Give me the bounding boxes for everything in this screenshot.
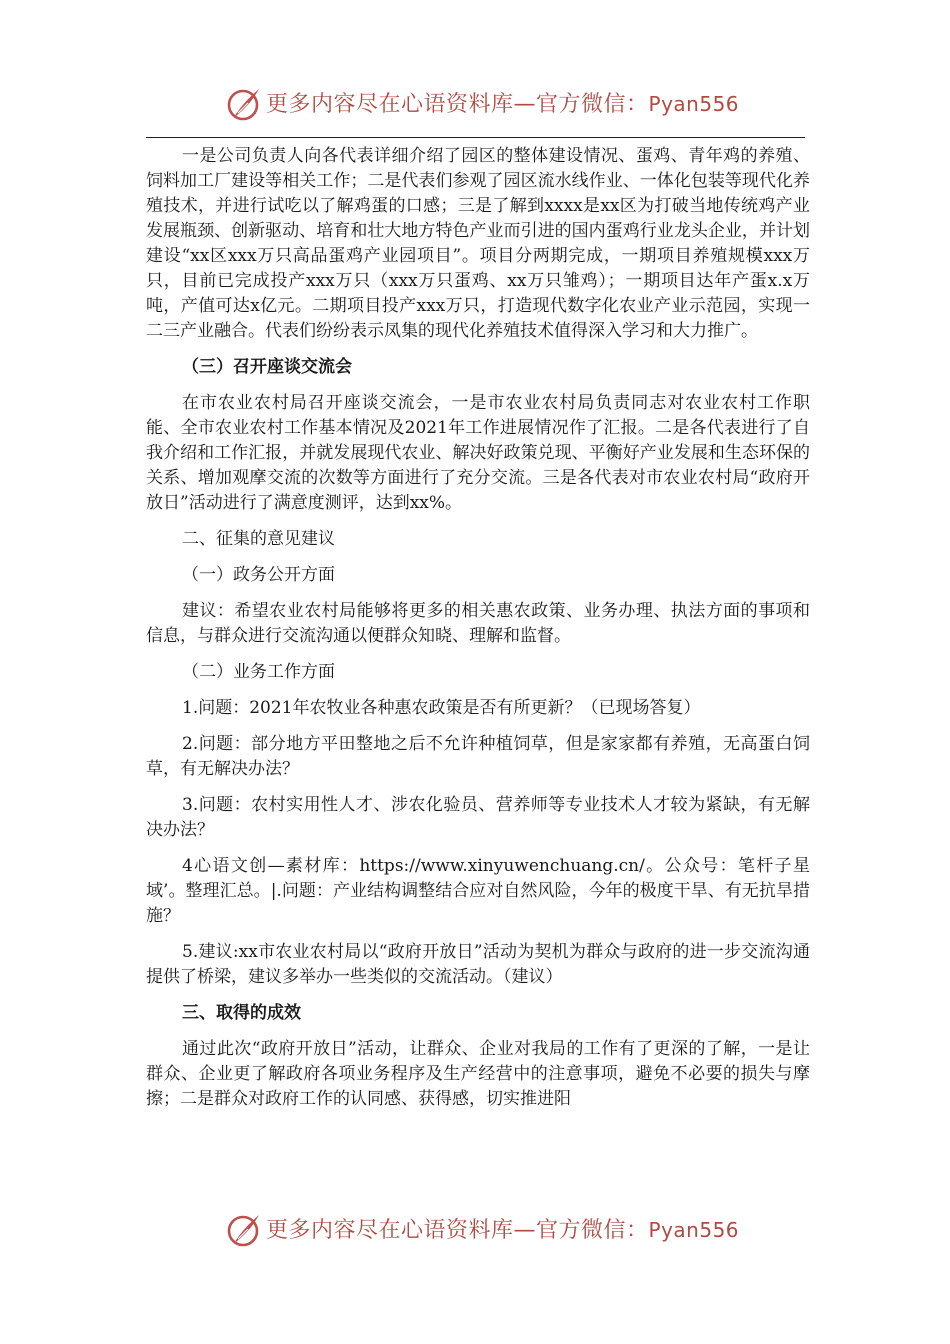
suggestion-5: 5.建议:xx市农业农村局以“政府开放日”活动为契机为群众与政府的进一步交流沟通提供了桥梁，建议多举办一些类似的交流活动。（建议） bbox=[146, 942, 810, 987]
banner-slogan: 更多内容尽在心语资料库—官方微信： bbox=[266, 92, 649, 117]
banner-text bbox=[266, 88, 739, 121]
paragraph-company-intro: 一是公司负责人向各代表详细介绍了园区的整体建设情况、蛋鸡、青年鸡的养殖、饲料加工厂建设等相关工作；二是代表们参观了园区流水线作业、一体化包装等现代化养殖技术，并进行试吃以了解鸡蛋的口感；三是了解到xxxx是xx区为打破当地传统鸡产业发展瓶颈、创新驱动、培育和壮大地方特色产业而引进的国内蛋鸡行业龙头企业，并计划建设“xx区xxx万只高品蛋鸡产业园项目”。项目分两期完成，一期项目养殖规模xxx万只，目前已完成投产xxx万只（xxx万只蛋鸡、xx万只雏鸡）；一期项目达年产蛋x.x万吨，产值可达x亿元。二期项目投产xxx万只，打造现代数字化农业产业示范园，实现一二三产业融合。代表们纷纷表示凤集的现代化养殖技术值得深入学习和大力推广。 bbox=[146, 146, 810, 341]
document-body bbox=[146, 144, 810, 1123]
section-heading-suggestions: 二、征集的意见建议 bbox=[182, 529, 335, 549]
question-2: 2.问题：部分地方平田整地之后不允许种植饲草，但是家家都有养殖，无高蛋白饲草，有无解决办法？ bbox=[146, 734, 810, 779]
section-heading-results: 三、取得的成效 bbox=[182, 1003, 301, 1023]
question-3: 3.问题：农村实用性人才、涉农化验员、营养师等专业技术人才较为紧缺，有无解决办法？ bbox=[146, 795, 810, 840]
subheading-business-work: （二）业务工作方面 bbox=[182, 662, 335, 682]
question-1: 1.问题：2021年农牧业各种惠农政策是否有所更新？（已现场答复） bbox=[182, 698, 701, 718]
banner-text bbox=[266, 1214, 739, 1247]
section-heading-forum: （三）召开座谈交流会 bbox=[182, 357, 352, 377]
footer-banner bbox=[0, 1210, 950, 1250]
banner-wechat-id: Pyan556 bbox=[648, 1218, 740, 1242]
paragraph-results: 通过此次“政府开放日”活动，让群众、企业对我局的工作有了更深的了解，一是让群众、企业更了解政府各项业务程序及生产经营中的注意事项，避免不必要的损失与摩擦；二是群众对政府工作的认同感、获得感，切实推进阳 bbox=[146, 1039, 810, 1109]
quill-logo-icon bbox=[226, 1212, 262, 1248]
header-divider bbox=[146, 137, 805, 138]
banner-wechat-id: Pyan556 bbox=[648, 92, 740, 116]
question-4: 4心语文创—素材库：https://www.xinyuwenchuang.cn/。公众号：笔杆子星域’。整理汇总。|.问题：产业结构调整结合应对自然风险，今年的极度干旱、有无抗旱措施？ bbox=[146, 856, 810, 926]
banner-slogan: 更多内容尽在心语资料库—官方微信： bbox=[266, 1218, 649, 1243]
subheading-government-affairs: （一）政务公开方面 bbox=[182, 565, 335, 585]
paragraph-suggestion: 建议：希望农业农村局能够将更多的相关惠农政策、业务办理、执法方面的事项和信息，与群众进行交流沟通以便群众知晓、理解和监督。 bbox=[146, 601, 810, 646]
header-banner bbox=[0, 84, 950, 124]
paragraph-forum: 在市农业农村局召开座谈交流会，一是市农业农村局负责同志对农业农村工作职能、全市农业农村工作基本情况及2021年工作进展情况作了汇报。二是各代表进行了自我介绍和工作汇报，并就发展现代农业、解决好政策兑现、平衡好产业发展和生态环保的关系、增加观摩交流的次数等方面进行了充分交流。三是各代表对市农业农村局“政府开放日”活动进行了满意度测评，达到xx%。 bbox=[146, 393, 810, 513]
quill-logo-icon bbox=[226, 86, 262, 122]
